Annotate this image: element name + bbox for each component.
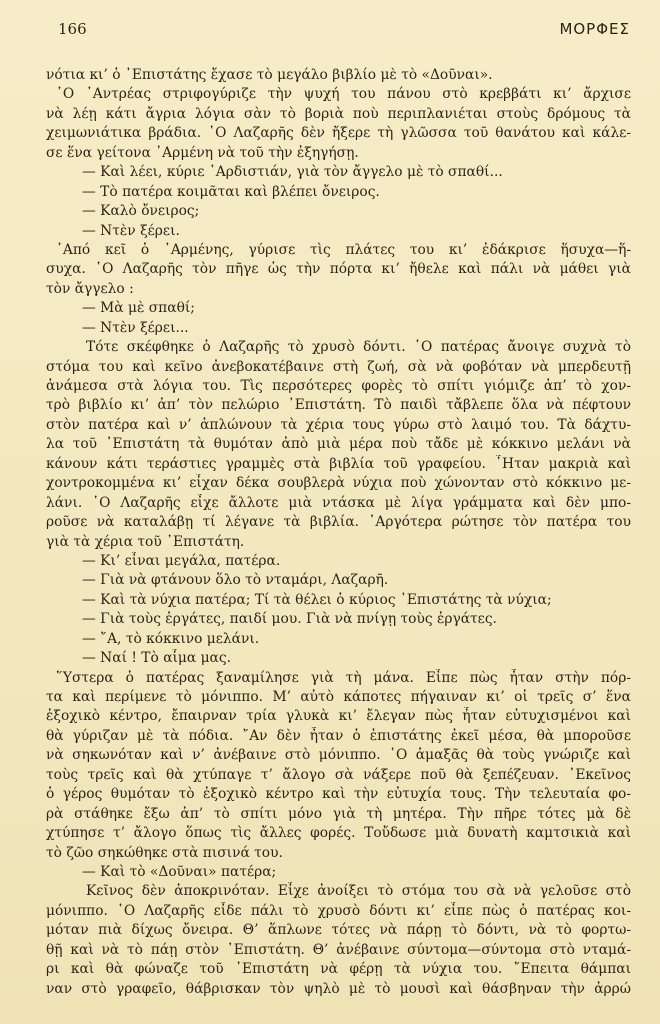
text-line: χτύπησε τ’ ἄλογο ὅπως τὶς ἄλλες φορές. Τοὔδωσε μιὰ δυνατὴ καμτσικιὰ καὶ: [46, 825, 631, 842]
body-text: [46, 66, 631, 999]
text-line: τοὺς τρεῖς καὶ θὰ χτύπαγε τ’ ἄλογο σὰ νάξερε ποῦ θὰ ξεπέζευαν. ᾿Εκεῖνος: [46, 766, 631, 783]
text-line: κάνουν κάτι τεράστιες γραμμὲς στὰ βιβλία τοῦ γραφείου. ῏Ηταν μακριὰ καὶ: [46, 455, 631, 472]
text-line: νὰ σηκωνόταν καὶ ν’ ἀνέβαινε στὸ μόνιππο. ῾Ο ἁμαξᾶς θὰ τοὺς γνώριζε καὶ: [46, 747, 631, 764]
text-line: τρὸ βιβλίο κι’ ἀπ’ τὸν πελώριο ᾿Επιστάτη. Τὸ παιδὶ τἄβλεπε ὅλα νὰ πέφτουν: [46, 397, 631, 414]
text-line: — Γιὰ τοὺς ἐργάτες, παιδί μου. Γιὰ νὰ πνίγῃ τοὺς ἐργάτες.: [82, 611, 497, 628]
text-line: μόταν πιὰ δίχως ὄνειρα. Θ’ ἅπλωνε τότες νὰ πάρῃ τὸ δόντι, νὰ τὸ φορτω-: [46, 922, 631, 939]
page-number: 166: [58, 20, 87, 38]
text-line: — Καὶ λέει, κύριε ᾿Αρδιστιάν, γιὰ τὸν ἄγγελο μὲ τὸ σπαθί...: [82, 164, 503, 181]
text-line: ῾Ο ᾿Αντρέας στριφογύριζε τὴν ψυχή του πάνου στὸ κρεββάτι κι’ ἄρχισε: [56, 86, 631, 103]
text-line: τὸ ζῶο σηκώθηκε στὰ πισινά του.: [46, 844, 283, 861]
text-line: — Γιὰ νὰ φτάνουν ὅλο τὸ νταμάρι, Λαζαρῆ.: [82, 572, 389, 589]
text-line: — Καλὸ ὄνειρος;: [82, 203, 200, 220]
text-line: — Κι’ εἶναι μεγάλα, πατέρα.: [82, 552, 281, 569]
text-line: στὸν πατέρα καὶ ν’ ἁπλώνουν τὰ χέρια τους γύρω στὸ λαιμό του. Τὰ δάχτυ-: [46, 416, 631, 433]
text-line: τα καὶ περίμενε τὸ μόνιππο. Μ’ αὐτὸ κάποτες πήγαιναν κι’ οἱ τρεῖς σ’ ἕνα: [46, 689, 631, 705]
running-title: ΜΟΡΦΕΣ: [559, 20, 630, 38]
text-line: ᾿Από κεῖ ὁ ᾿Αρμένης, γύρισε τὶς πλάτες του κι’ ἐδάκρισε ἥσυχα—ἥ-: [56, 241, 631, 258]
text-line: θὰ γύριζαν μὲ τὰ πόδια. ῎Αν δὲν ἦταν ὁ ἐπιστάτης ἐκεῖ μέσα, θὰ μποροῦσε: [46, 727, 631, 744]
text-line: ἀνάμεσα στὰ λόγια του. Τὶς περσότερες φορὲς τὸ σπίτι γιόμιζε ἀπ’ τὸ χον-: [46, 378, 631, 394]
text-line: θῇ καὶ νὰ τὸ πάῃ στὸν ᾿Επιστάτη. Θ’ ἀνέβαινε σύντομα—σύντομα στὸ νταμά-: [46, 941, 631, 958]
text-line: ροῦσε νὰ καταλάβῃ τί λέγανε τὰ βιβλία. ᾿Αργότερα ρώτησε τὸν πατέρα του: [46, 514, 631, 531]
text-line: ναν στὸ γραφεῖο, θάβρισκαν τὸν ψηλὸ μὲ τὸ μουσὶ καὶ θάσβηναν τὴν ἀρρώ: [46, 980, 631, 997]
text-line: ἐξοχικὸ κέντρο, ἔπαιρναν τρία γλυκὰ κι’ ἔλεγαν πὼς ἦταν εὐτυχισμένοι καὶ: [46, 708, 631, 725]
text-line: — Ναί ! Τὸ αἷμα μας.: [82, 650, 231, 667]
text-line: — Καὶ τὸ «Δοῦναι» πατέρα;: [82, 863, 277, 880]
text-line: ρὰ στάθηκε ἔξω ἀπ’ τὸ σπίτι μόνο γιὰ τὴ μητέρα. Τὴν πῆρε τότες μὰ δὲ: [46, 805, 631, 822]
text-line: ῞Υστερα ὁ πατέρας ξαναμίλησε γιὰ τὴ μάνα. Εἶπε πὼς ἦταν στὴν πόρ-: [56, 669, 631, 686]
text-line: Κεῖνος δὲν ἀποκρινόταν. Εἶχε ἀνοίξει τὸ στόμα του σὰ νὰ γελοῦσε στὸ: [86, 883, 631, 900]
text-line: Τότε σκέφθηκε ὁ Λαζαρῆς τὸ χρυσὸ δόντι. ῾Ο πατέρας ἄνοιγε συχνὰ τὸ: [86, 339, 631, 356]
text-line: λα τοῦ ᾿Επιστάτη τὰ θυμόταν ἀπὸ μιὰ μέρα ποὺ τἄδε μὲ κόκκινο μελάνι νὰ: [46, 436, 631, 453]
text-line: — Τὸ πατέρα κοιμᾶται καὶ βλέπει ὄνειρος.: [82, 183, 380, 200]
text-line: συχα. ῾Ο Λαζαρῆς τὸν πῆγε ὡς τὴν πόρτα κι’ ἤθελε καὶ πάλι νὰ μάθει γιὰ: [46, 261, 631, 278]
text-line: — Ντὲν ξέρει.: [82, 222, 180, 239]
text-line: χειμωνιάτικα βράδια. ῾Ο Λαζαρῆς δὲν ἤξερε τὴ γλῶσσα τοῦ θανάτου καὶ κάλε-: [46, 125, 631, 142]
text-line: — Ντὲν ξέρει...: [82, 319, 189, 336]
text-line: — Καὶ τὰ νύχια πατέρα; Τί τὰ θέλει ὁ κύριος ᾿Επιστάτης τὰ νύχια;: [82, 591, 552, 608]
text-line: ρι καὶ θὰ φώναζε τοῦ ᾿Επιστάτη νὰ φέρῃ τὰ νύχια του. ῎Επειτα θάμπαι: [46, 961, 631, 978]
text-line: τὸν ἄγγελο :: [46, 280, 134, 297]
text-line: σε ἕνα γείτονα ᾿Αρμένη νὰ τοῦ τὴν ἐξηγήσῃ.: [46, 144, 359, 161]
text-line: — ῎Α, τὸ κόκκινο μελάνι.: [82, 630, 260, 647]
text-line: μόνιππο. ῾Ο Λαζαρῆς εἶδε πάλι τὸ χρυσὸ δόντι κι’ εἶπε πὼς ὁ πατέρας κοι-: [46, 902, 631, 919]
page-header: [58, 20, 630, 42]
text-line: χοντροκομμένα κι’ εἶχαν δέκα σουβλερὰ νύχια ποὺ χώνονταν στὸ κόκκινο με-: [46, 475, 631, 492]
text-line: νὰ λέῃ κάτι ἄγρια λόγια σὰν τὸ βοριὰ ποὺ περιπλανιέται στοὺς δρόμους τὰ: [46, 105, 631, 122]
text-line: γιὰ τὰ χέρια τοῦ ᾿Επιστάτη.: [46, 533, 245, 550]
text-line: νότια κι’ ὁ ᾿Επιστάτης ἔχασε τὸ μεγάλο βιβλίο μὲ τὸ «Δοῦναι».: [46, 67, 493, 83]
text-line: λάνι. ῾Ο Λαζαρῆς εἶχε ἄλλοτε μιὰ ντάσκα μὲ λίγα γράμματα καὶ δὲν μπο-: [46, 494, 631, 511]
text-line: στόμα του καὶ κεῖνο ἀνεβοκατέβαινε στὴ ζωή, σὰ νὰ φοβόταν νὰ μπερδευτῇ: [46, 358, 631, 375]
text-line: — Μὰ μὲ σπαθί;: [82, 300, 195, 317]
text-line: ὁ γέρος θυμόταν τὸ ἐξοχικὸ κέντρο καὶ τὴν εὐτυχία τους. Τὴν τελευταία φο-: [46, 786, 631, 803]
